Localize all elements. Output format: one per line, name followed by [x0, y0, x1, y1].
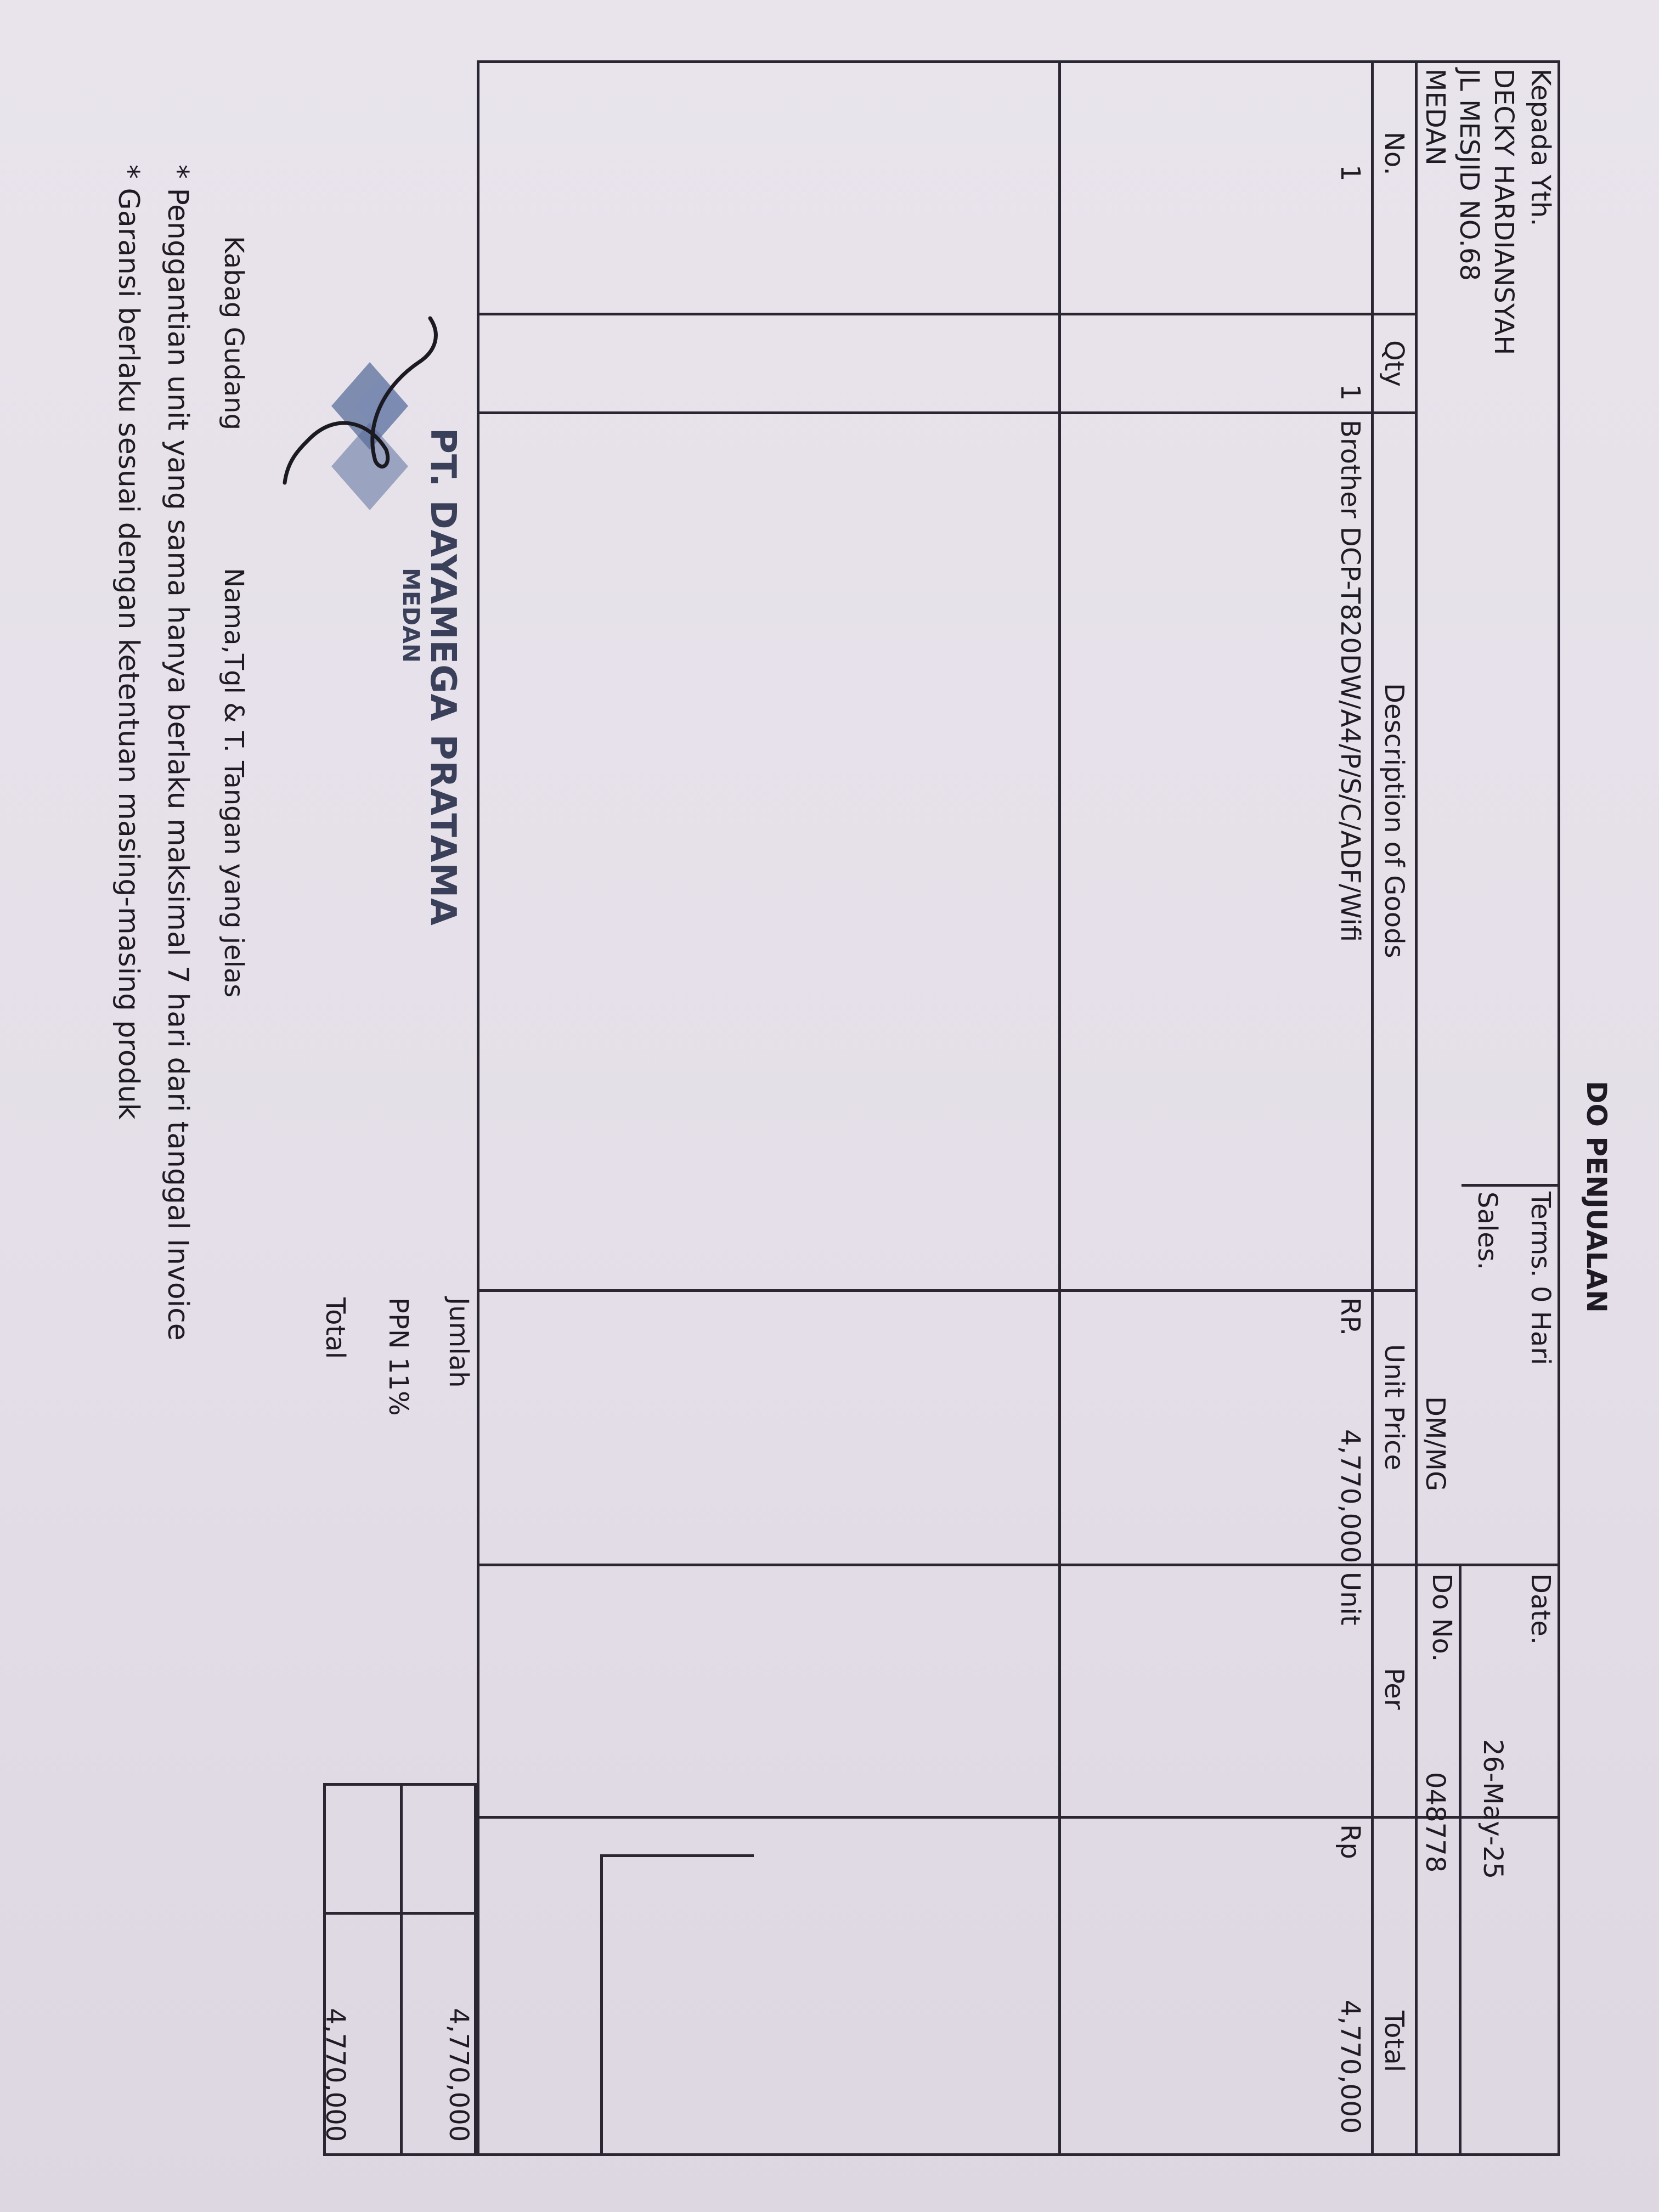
do-number-label: Do No.	[1426, 1573, 1457, 1662]
divider-line	[603, 1854, 754, 1857]
divider-line	[323, 1912, 477, 1915]
divider-line	[400, 1783, 403, 2156]
divider-line	[1459, 1564, 1462, 2156]
item-currency: RP.	[1335, 1297, 1365, 1336]
do-number-value: 048778	[1420, 1772, 1451, 1873]
jumlah-label: Jumlah	[443, 1297, 474, 1388]
recipient-label: Kepada Yth.	[1525, 69, 1556, 227]
footnote-replacement: * Penggantian unit yang sama hanya berlaku maksimal 7 hari dari tanggal Invoice	[161, 165, 194, 1341]
header-qty: Qty	[1379, 340, 1409, 387]
item-unit-price: 4,770,000	[1335, 1429, 1365, 1564]
header-description: Description of Goods	[1379, 683, 1409, 958]
handwritten-signature	[276, 285, 452, 538]
header-unit-price: Unit Price	[1379, 1344, 1409, 1471]
item-description: Brother DCP-T820DW/A4/P/S/C/ADF/Wifi	[1335, 420, 1365, 943]
signature-position: Kabag Gudang	[218, 236, 249, 431]
divider-line	[1415, 60, 1418, 2156]
terms-text: Terms. 0 Hari	[1525, 1192, 1556, 1365]
sales-label: Sales.	[1472, 1192, 1503, 1271]
total-value: 4,770,000	[320, 2008, 351, 2142]
header-per: Per	[1379, 1668, 1409, 1710]
divider-line	[477, 411, 1418, 414]
divider-line	[477, 1816, 1560, 1819]
divider-line	[477, 1289, 1418, 1292]
divider-line	[1371, 60, 1374, 2156]
divider-line	[600, 1854, 603, 2156]
item-per: Unit	[1335, 1572, 1365, 1626]
item-total-currency: Rp	[1335, 1824, 1365, 1859]
header-total: Total	[1379, 2011, 1409, 2073]
header-no: No.	[1379, 132, 1409, 176]
total-label: Total	[320, 1297, 351, 1359]
date-label: Date.	[1525, 1573, 1556, 1645]
item-qty: 1	[1335, 384, 1365, 401]
item-total: 4,770,000	[1335, 2000, 1365, 2134]
ppn-label: PPN 11%	[383, 1297, 414, 1416]
date-value: 26-May-25	[1477, 1739, 1508, 1880]
divider-line	[477, 313, 1418, 315]
sales-value: DM/MG	[1420, 1396, 1451, 1492]
company-city: MEDAN	[398, 568, 425, 663]
footnote-warranty: * Garansi berlaku sesuai dengan ketentuan masing-masing produk	[112, 165, 145, 1120]
jumlah-value: 4,770,000	[443, 2008, 474, 2142]
signature-instruction: Nama,Tgl & T. Tangan yang jelas	[218, 568, 249, 998]
recipient-name: DECKY HARDIANSYAH	[1488, 69, 1519, 356]
recipient-address: JL MESJID NO.68	[1454, 69, 1485, 281]
divider-line	[1462, 1184, 1560, 1187]
divider-line	[477, 1564, 1560, 1566]
item-no: 1	[1335, 165, 1365, 182]
divider-line	[1058, 60, 1061, 2156]
company-name: PT. DAYAMEGA PRATAMA	[422, 428, 463, 926]
recipient-city: MEDAN	[1420, 69, 1451, 166]
document-title: DO PENJUALAN	[1581, 1081, 1612, 1313]
